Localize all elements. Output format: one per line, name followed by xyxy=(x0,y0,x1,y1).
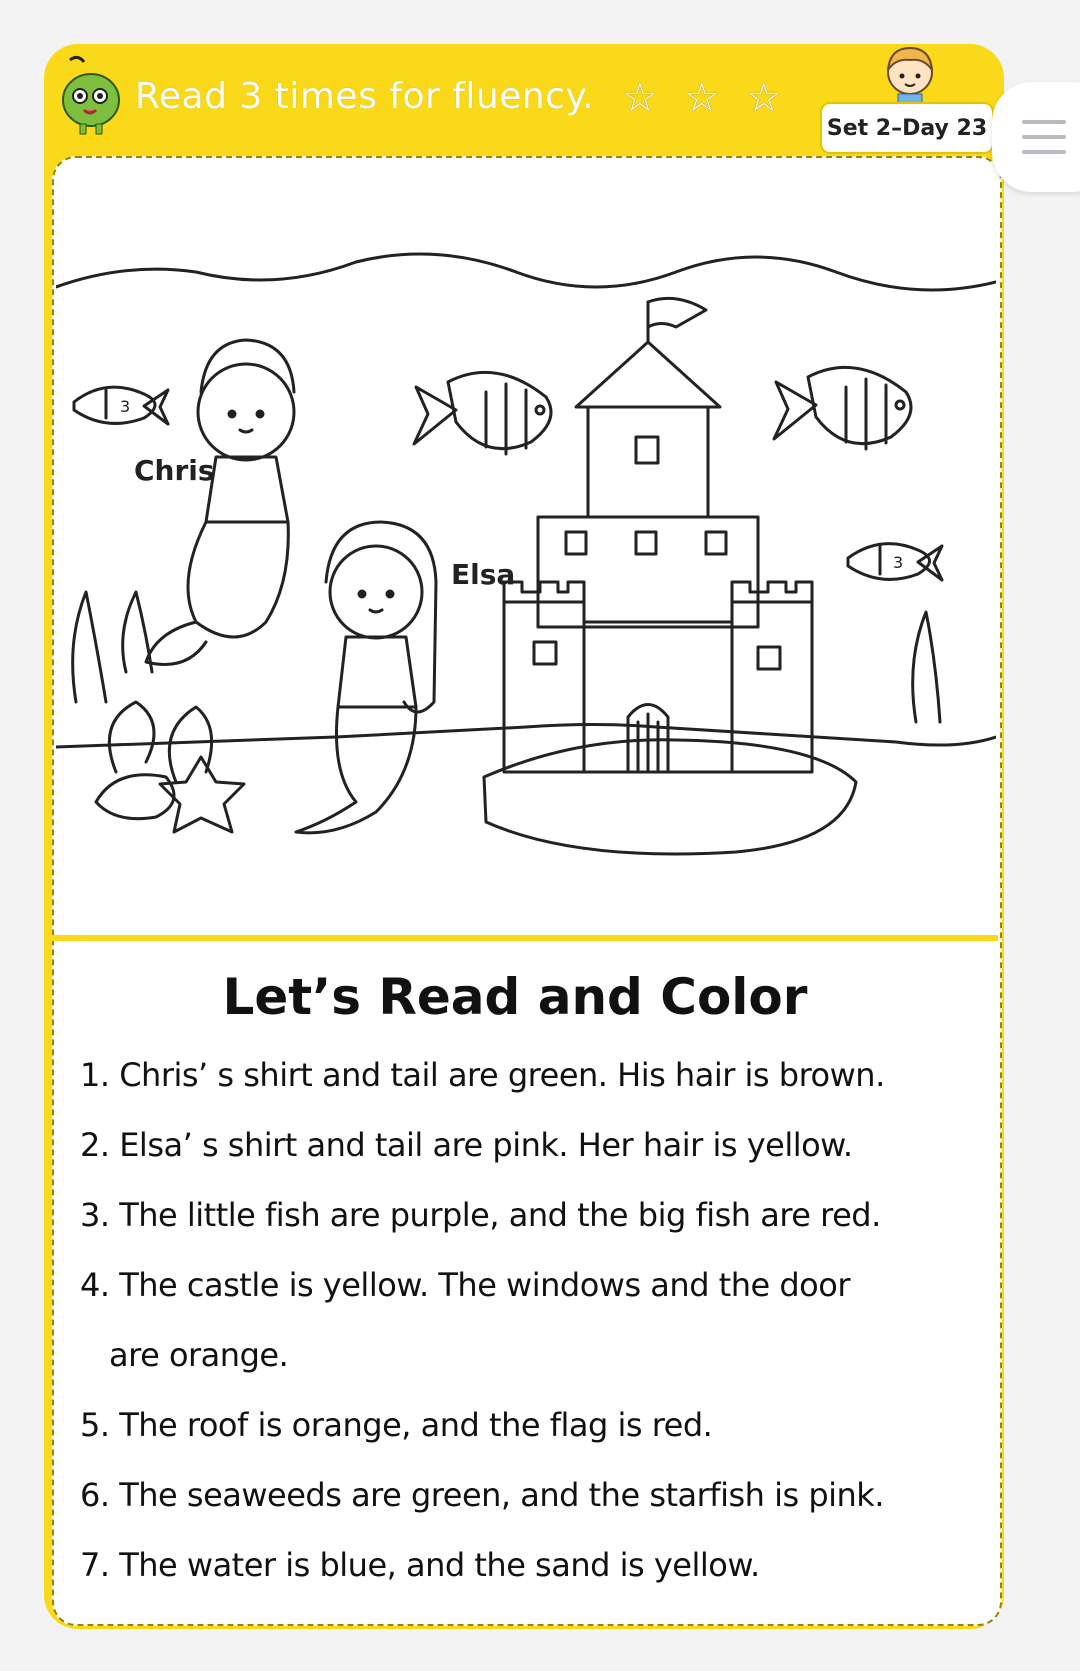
instruction-line: 3. The little fish are purple, and the big fish are red. xyxy=(80,1196,881,1234)
big-fish-right xyxy=(774,367,911,449)
instruction-line: 4. The castle is yellow. The windows and the door xyxy=(80,1266,850,1304)
menu-button[interactable] xyxy=(992,82,1080,192)
svg-text:Chris: Chris xyxy=(134,454,215,487)
coloring-instructions xyxy=(80,1040,885,1600)
star-icon: ☆ xyxy=(622,75,658,121)
instruction-line: 6. The seaweeds are green, and the starfish is pink. xyxy=(80,1476,884,1514)
instruction-line: are orange. xyxy=(80,1336,289,1374)
girl-mermaid xyxy=(296,522,436,833)
pea-mascot-icon xyxy=(58,52,128,136)
set-day-label: Set 2–Day 23 xyxy=(820,102,994,154)
worksheet-title: Let’s Read and Color xyxy=(222,968,808,1026)
svg-text:3: 3 xyxy=(120,397,131,416)
header-title: Read 3 times for fluency. xyxy=(135,76,595,117)
instruction-line: 2. Elsa’ s shirt and tail are pink. Her hair is yellow. xyxy=(80,1126,853,1164)
big-fish-center xyxy=(414,372,551,454)
star-icon: ☆ xyxy=(683,75,720,121)
castle xyxy=(484,298,856,854)
instruction-line: 1. Chris’ s shirt and tail are green. His hair is brown. xyxy=(80,1056,885,1094)
instruction-line: 5. The roof is orange, and the flag is red. xyxy=(80,1406,713,1444)
star-icon: ☆ xyxy=(745,75,782,121)
boy-mascot-icon xyxy=(880,42,940,106)
section-divider xyxy=(52,935,998,941)
fluency-stars xyxy=(622,75,782,121)
coloring-illustration xyxy=(56,162,996,932)
svg-text:3: 3 xyxy=(893,553,904,572)
svg-text:Elsa: Elsa xyxy=(451,558,516,591)
instruction-line: 7. The water is blue, and the sand is yellow. xyxy=(80,1546,760,1584)
